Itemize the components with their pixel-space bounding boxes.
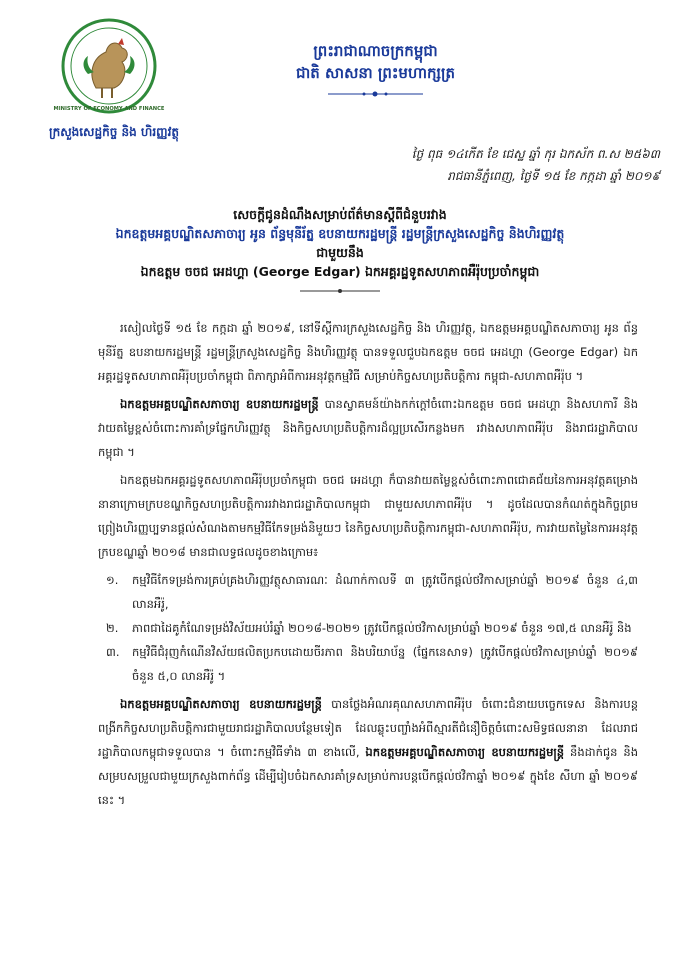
paragraph-3: ឯកឧត្តមឯកអគ្គរដ្ឋទូតសហភាពអឺរ៉ុបប្រចាំកម្ពុជា ចចជ អេដហ្គា ក៏បានវាយតម្លៃខ្ពស់ចំពោះភាពជោគជ័យនៃការអនុវត្តគម្រោងនានាក្រោមក្របខណ្ឌកិច្ចសហប្រតិបត្តិការរវាងរាជរដ្ឋាភិបាលកម្ពុជា ជាមួយសហភាពអឺរ៉ុប ។ ដូចដែលបានកំណត់ក្នុងកិច្ចព្រមព្រៀងហិរញ្ញប្បទានផ្តល់សំណងតាមកម្មវិធីកែទម្រង់និមួយៗ នៃកិច្ចសហប្រតិបត្តិការកម្ពុជា-សហភាពអឺរ៉ុប, ការវាយតម្លៃនៃការអនុវត្តក្របខណ្ឌឆ្នាំ ២០១៨ មានជាលទ្ធផលដូចខាងក្រោម៖ <box>98 473 638 559</box>
rooster-emblem-icon <box>48 14 170 120</box>
title-divider-icon <box>300 287 380 295</box>
title-line-2: ឯកឧត្តមអគ្គបណ្ឌិតសភាចារ្យ អូន ព័ន្ធមុនីរ័ត្ន ឧបនាយករដ្ឋមន្ត្រី រដ្ឋមន្ត្រីក្រសួងសេដ្ឋកិច្ច និងហិរញ្ញវត្ថុ <box>115 226 565 241</box>
title-line-1: សេចក្តីជូនដំណឹងសម្រាប់ព័ត៌មានស្តីពីជំនួបរវាង <box>233 207 447 222</box>
paragraph-2-lead: ឯកឧត្តមអគ្គបណ្ឌិតសភាចារ្យ ឧបនាយករដ្ឋមន្ត្រី <box>120 397 319 411</box>
results-list <box>98 568 638 688</box>
paragraph-4-text-2: នឹងដាក់ជូន និងសម្របសម្រួលជាមួយក្រសួងពាក់ព័ន្ធ ដើម្បីរៀបចំឯកសារគាំទ្រសម្រាប់ការបន្តបើកផ្តល់ថវិកាឆ្នាំ ២០១៩ ក្នុងខែ សីហា ឆ្នាំ ២០១៩ នេះ ។ <box>98 745 638 807</box>
list-item-text: កម្មវិធីជំរុញកំណើនវិស័យផលិតប្រកបដោយចីរភាព និងបរិយាប័ន្ន (ផ្នែកនេសាទ) ត្រូវបើកផ្តល់ថវិកាសម្រាប់ឆ្នាំ ២០១៩ ចំនួន ៥,០ លានអឺរ៉ូ ។ <box>132 645 638 683</box>
title-line-4: ឯកឧត្តម ចចជ អេដហ្គា (George Edgar) ឯកអគ្គរដ្ឋទូតសហភាពអឺរ៉ុបប្រចាំកម្ពុជា <box>140 264 540 279</box>
list-item <box>98 640 638 688</box>
paragraph-4-lead: ឯកឧត្តមអគ្គបណ្ឌិតសភាចារ្យ ឧបនាយករដ្ឋមន្ត្រី <box>120 697 322 711</box>
ornament-divider-icon <box>268 89 483 99</box>
list-item-number: ១. <box>106 573 119 587</box>
paragraph-2-text: បានស្វាគមន៍យ៉ាងកក់ក្តៅចំពោះឯកឧត្តម ចចជ អេដហ្គា និងសហការី និងវាយតម្លៃខ្ពស់ចំពោះការគាំទ្រផ្នែកហិរញ្ញវត្ថុ និងកិច្ចសហប្រតិបត្តិការដ៏ល្អប្រសើរកន្លងមក រវាងសហភាពអឺរ៉ុប និងរាជរដ្ឋាភិបាលកម្ពុជា ។ <box>98 397 638 459</box>
paragraph-4-text: បានថ្លែងអំណរគុណសហភាពអឺរ៉ុប ចំពោះជំនាយបច្ចេកទេស និងការបន្តពង្រីកកិច្ចសហប្រតិបត្តិការជាមួយរាជរដ្ឋាភិបាលបន្ថែមទៀត ដែលឆ្លុះបញ្ចាំងអំពីស្មារតីជំនឿចិត្តចំពោះសមិទ្ធផលនានា ដែលរាជរដ្ឋាភិបាលកម្ពុជាទទួលបាន ។ ចំពោះកម្មវិធីទាំង ៣ ខាងលើ, <box>98 697 638 759</box>
list-item-number: ២. <box>106 621 119 635</box>
lunar-date: ថ្ងៃ ពុធ ១៤កើត ខែ ជេស្ឋ ឆ្នាំ កុរ ឯកស័ក ព.ស ២៥៦៣ <box>411 147 660 161</box>
list-item-text: ភាពជាដៃគូកំណែទម្រង់វិស័យអប់រំឆ្នាំ ២០១៨-២០២១ ត្រូវបើកផ្តល់ថវិកាសម្រាប់ឆ្នាំ ២០១៩ ចំនួន ១៧,៥ លានអឺរ៉ូ និង <box>132 621 632 635</box>
kingdom-header <box>268 40 483 103</box>
paragraph-2 <box>98 392 638 464</box>
list-item <box>98 616 638 640</box>
document-body <box>98 316 638 816</box>
paragraph-4 <box>98 692 638 812</box>
paragraph-4-lead-2: ឯកឧត្តមអគ្គបណ្ឌិតសភាចារ្យ ឧបនាយករដ្ឋមន្ត្រី <box>365 745 565 759</box>
ministry-name: ក្រសួងសេដ្ឋកិច្ច និង ហិរញ្ញវត្ថុ <box>49 125 179 139</box>
title-line-3: ជាមួយនឹង <box>316 245 364 260</box>
date-block <box>300 143 660 187</box>
list-item-text: កម្មវិធីកែទម្រង់ការគ្រប់គ្រងហិរញ្ញវត្ថុសាធារណៈ ដំណាក់កាលទី ៣ ត្រូវបើកផ្តល់ថវិកាសម្រាប់ឆ្នាំ ២០១៩ ចំនួន ៤,៣ លានអឺរ៉ូ, <box>132 573 638 611</box>
paragraph-1: រសៀលថ្ងៃទី ១៥ ខែ កក្កដា ឆ្នាំ ២០១៩, នៅទីស្តីការក្រសួងសេដ្ឋកិច្ច និង ហិរញ្ញវត្ថុ, ឯកឧត្តមអគ្គបណ្ឌិតសភាចារ្យ អូន ព័ន្ធមុនីរ័ត្ន ឧបនាយករដ្ឋមន្ត្រី រដ្ឋមន្ត្រីក្រសួងសេដ្ឋកិច្ច និងហិរញ្ញវត្ថុ បានទទួលជួបឯកឧត្តម ចចជ អេដហ្គា (George Edgar) ឯកអគ្គរដ្ឋទូតសហភាពអឺរ៉ុបប្រចាំកម្ពុជា ពិភាក្សាអំពីការអនុវត្តកម្មវិធី សម្រាប់កិច្ចសហប្រតិបត្តិការ កម្ពុជា-សហភាពអឺរ៉ុប ។ <box>98 321 638 383</box>
list-item-number: ៣. <box>106 645 120 659</box>
kingdom-line-2: ជាតិ សាសនា ព្រះមហាក្សត្រ <box>296 64 455 82</box>
svg-text:MINISTRY OF ECONOMY AND FINANC: MINISTRY OF ECONOMY AND FINANCE <box>53 106 165 112</box>
document-title <box>40 205 640 300</box>
kingdom-line-1: ព្រះរាជាណាចក្រកម្ពុជា <box>313 42 438 60</box>
solar-date: រាជធានីភ្នំពេញ, ថ្ងៃទី ១៥ ខែ កក្កដា ឆ្នាំ ២០១៩ <box>447 169 660 183</box>
ministry-logo <box>48 14 170 120</box>
list-item <box>98 568 638 616</box>
